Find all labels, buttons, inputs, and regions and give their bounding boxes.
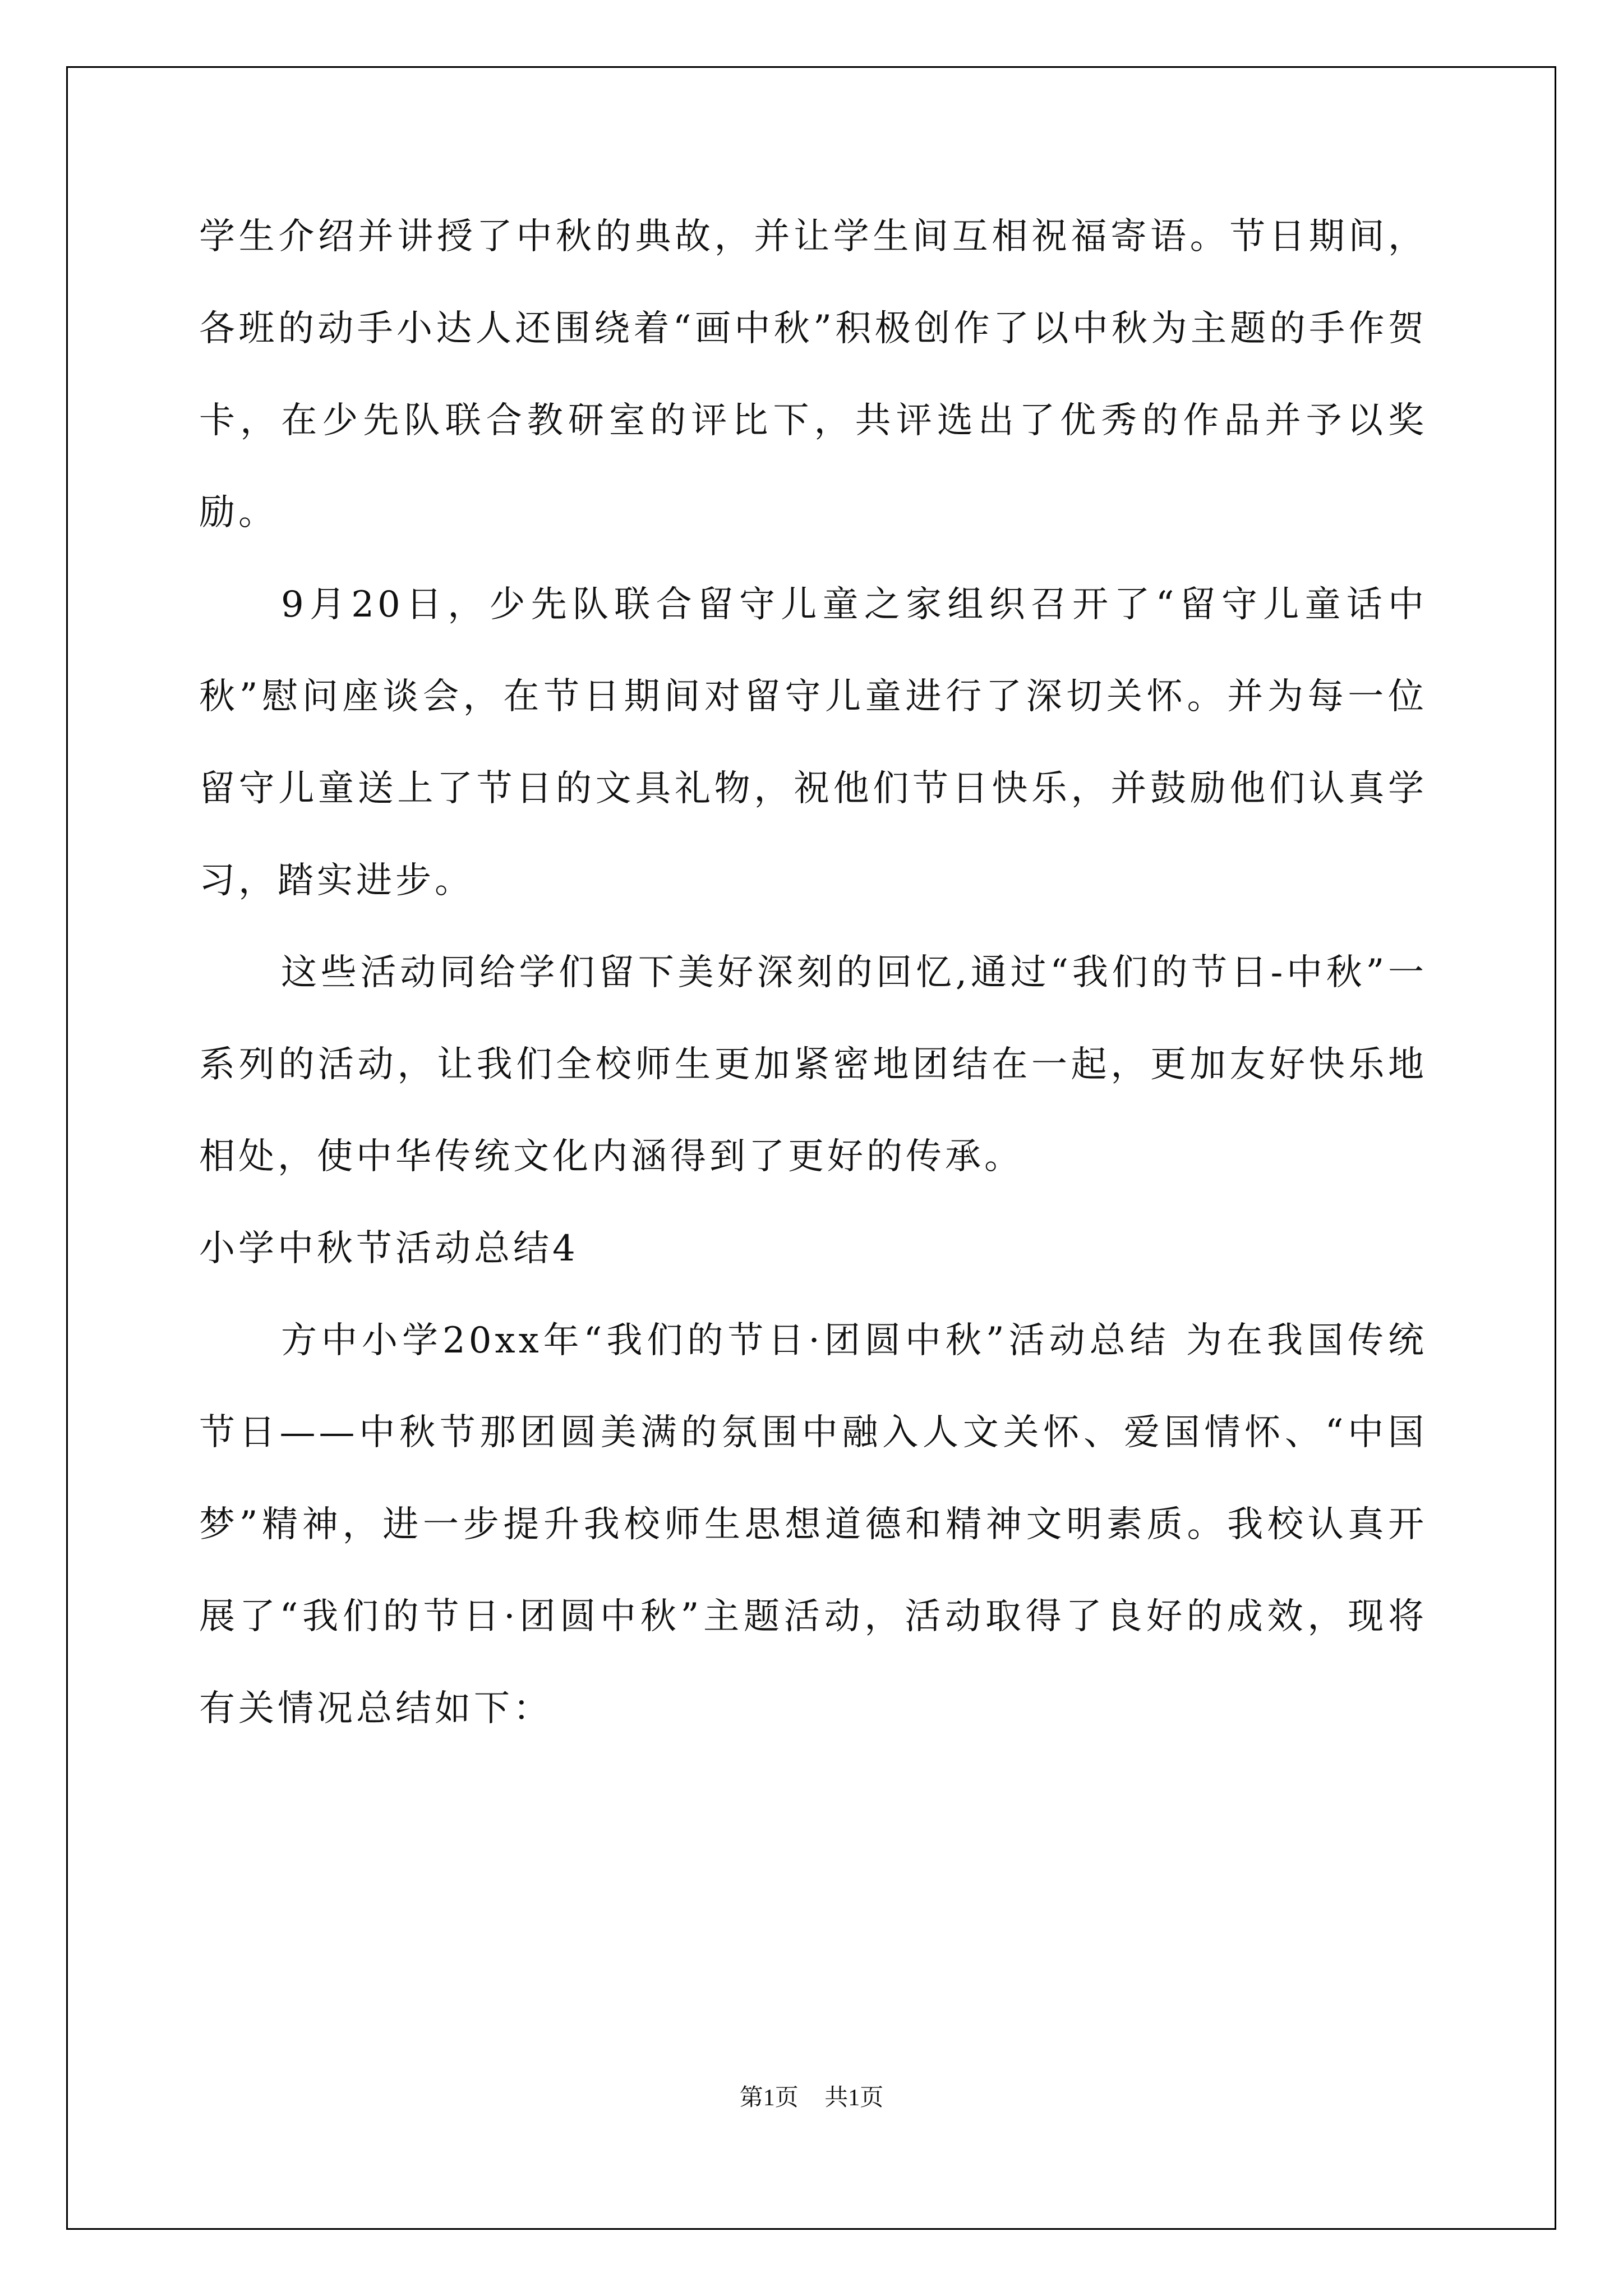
- page-total: 共1页: [824, 2085, 884, 2111]
- paragraph-activities-summary: 这些活动同给学们留下美好深刻的回忆,通过“我们的节日-中秋”一系列的活动，让我们全校师生更加紧密地团结在一起，更加友好快乐地相处，使中华传统文化内涵得到了更好的传承。: [199, 952, 1427, 1177]
- paragraph-fangzhong-summary: 方中小学20xx年“我们的节日·团圆中秋”活动总结 为在我国传统节日——中秋节那团圆美满的氛围中融入人文关怀、爱国情怀、“中国梦”精神，进一步提升我校师生思想道德和精神文明素质。我校认真开展了“我们的节日·团圆中秋”主题活动，活动取得了良好的成效，现将有关情况总结如下：: [199, 1320, 1427, 1729]
- page-number: 第1页: [739, 2085, 799, 2111]
- document-body: [199, 191, 1427, 1755]
- paragraph-left-behind-children: 9月20日，少先队联合留守儿童之家组织召开了“留守儿童话中秋”慰问座谈会，在节日期间对留守儿童进行了深切关怀。并为每一位留守儿童送上了节日的文具礼物，祝他们节日快乐，并鼓励他们认真学习，踏实进步。: [199, 584, 1427, 901]
- section-heading: 小学中秋节活动总结4: [199, 1228, 579, 1269]
- paragraph-continuation: 学生介绍并讲授了中秋的典故，并让学生间互相祝福寄语。节日期间，各班的动手小达人还围绕着“画中秋”积极创作了以中秋为主题的手作贺卡，在少先队联合教研室的评比下，共评选出了优秀的作品并予以奖励。: [199, 216, 1427, 533]
- page-footer: [0, 2081, 1623, 2115]
